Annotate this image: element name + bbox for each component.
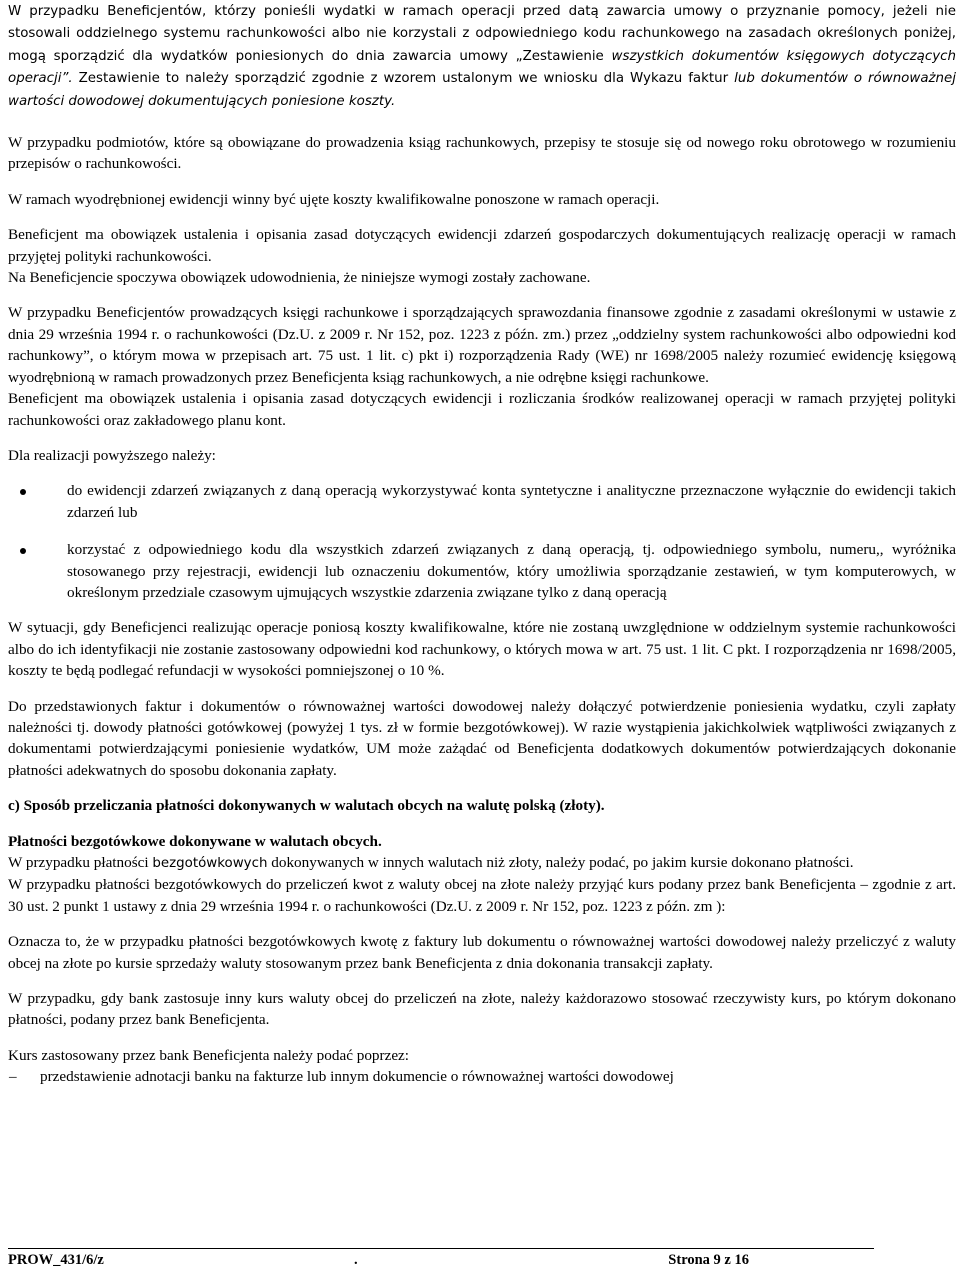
list-item-text: korzystać z odpowiedniego kodu dla wszystkich zdarzeń związanych z daną operacją, tj. odpowiedniego symbolu, numeru,, wyróżnika stosowanego przy rejestracji, ewidencji lub oznaczeniu dokumentów, który umożliwia sporządzanie zestawień, w tym komputerowych, w określonym przedziale czasowym ujmujących wszystkie zdarzenia związane tylko z daną operacją	[67, 541, 956, 601]
paragraph-accounting-books: W przypadku podmiotów, które są obowiązane do prowadzenia ksiąg rachunkowych, przepisy te stosuje się od nowego roku obrotowego w rozumieniu przepisów o rachunkowości.	[8, 134, 956, 173]
document-page	[8, 0, 956, 1088]
intro-text-2: Zestawienie to należy sporządzić zgodnie z wzorem ustalonym we wniosku dla Wykazu faktur	[72, 71, 735, 87]
document-code: PROW_431/6/z	[8, 1252, 104, 1268]
exchange-rate-text-2: dokonywanych w innych walutach niż złoty, należy podać, po jakim kursie dokonano płatności.	[267, 854, 854, 871]
paragraph-conversion: Oznacza to, że w przypadku płatności bezgotówkowych kwotę z faktury lub dokumentu o równoważnej wartości dowodowej należy przeliczyć z waluty obcej na złote po kursie sprzedaży waluty stosowanym przez bank Beneficjenta z dnia dokonania transakcji zapłaty.	[8, 933, 956, 972]
paragraph-exchange-rate	[8, 852, 956, 874]
paragraph-beneficiary-duty: Beneficjent ma obowiązek ustalenia i opisania zasad dotyczących ewidencji zdarzeń gospodarczych dokumentujących realizację operacji w ramach przyjętej polityki rachunkowości.	[8, 226, 956, 265]
paragraph-other-rate: W przypadku, gdy bank zastosuje inny kurs waluty obcej do przeliczeń na złote, należy każdorazowo stosować rzeczywisty kurs, po którym dokonano płatności, podany przez bank Beneficjenta.	[8, 990, 956, 1029]
paragraph-bank-rate: W przypadku płatności bezgotówkowych do przeliczeń kwot z waluty obcej na złote należy przyjąć kurs podany przez bank Beneficjenta – zgodnie z art. 30 ust. 2 punkt 1 ustawy z dnia 29 września 1994 r. o rachunkowości (Dz.U. z 2009 r. Nr 152, poz. 1223 z późn. zm ):	[8, 876, 956, 915]
page-footer	[8, 1250, 874, 1270]
dash-bullet: –	[9, 1068, 17, 1086]
exchange-rate-term: bezgotówkowych	[152, 856, 268, 871]
list-item	[8, 480, 956, 523]
bullet-icon	[20, 489, 26, 495]
paragraph-rate-disclosure: Kurs zastosowany przez bank Beneficjenta należy podać poprzez:	[8, 1046, 410, 1064]
paragraph-requirements-intro: Dla realizacji powyższego należy:	[8, 446, 216, 464]
paragraph-burden-of-proof: Na Beneficjencie spoczywa obowiązek udowodnienia, że niniejsze wymogi zostały zachowane.	[8, 269, 591, 287]
section-heading-currency: c) Sposób przeliczania płatności dokonywanych w walutach obcych na walutę polską (złoty).	[8, 797, 605, 815]
disclosure-list	[8, 1066, 956, 1087]
intro-italic-tail: lub dokumentów o równoważnej wartości dowodowej dokumentujących poniesione koszty.	[8, 71, 956, 109]
page-number: Strona 9 z 16	[668, 1252, 749, 1268]
paragraph-refund-reduction: W sytuacji, gdy Beneficjenci realizując operacje poniosą koszty kwalifikowalne, które nie zostaną uwzględnione w oddzielnym systemie rachunkowości albo do ich identyfikacji nie zostanie zastosowany odpowiedni kod rachunkowy, o których mowa w art. 75 ust. 1 lit. C pkt. I rozporządzenia nr 1698/2005, koszty te będą podlegać refundacji w wysokości pomniejszonej o 10 %.	[8, 619, 956, 680]
list-item-text: przedstawienie adnotacji banku na fakturze lub innym dokumencie o równoważnej wartości dowodowej	[40, 1068, 674, 1086]
paragraph-payment-proof: Do przedstawionych faktur i dokumentów o równoważnej wartości dowodowej należy dołączyć potwierdzenie poniesienia wydatku, czyli zapłaty należności tj. dowody płatności gotówkowej (powyżej 1 tys. zł w formie bezgotówkowej). W razie wystąpienia jakichkolwiek wątpliwości związanych z dokumentami potwierdzającymi poniesienie wydatków, UM może zażądać od Beneficjenta dodatkowych dokumentów potwierdzających dokonanie płatności adekwatnych do sposobu dokonania zapłaty.	[8, 697, 956, 779]
exchange-rate-text: W przypadku płatności	[8, 854, 153, 871]
list-item-text: do ewidencji zdarzeń związanych z daną operacją wykorzystywać konta syntetyczne i analityczne przeznaczone wyłącznie do ewidencji takich zdarzeń lub	[67, 482, 956, 521]
footer-separator: .	[354, 1252, 358, 1268]
paragraph-accounting-system: W przypadku Beneficjentów prowadzących księgi rachunkowe i sporządzających sprawozdania finansowe zgodnie z zasadami określonymi w ustawie z dnia 29 września 1994 r. o rachunkowości (Dz.U. z 2009 r. Nr 152, poz. 1223 z późn. zm.) przez „oddzielny system rachunkowości albo odpowiedni kod rachunkowy”, o którym mowa w przepisach art. 75 ust. 1 lit. c) pkt i) rozporządzenia Rady (WE) nr 1698/2005 należy rozumieć ewidencję księgową wyodrębnioną w ramach prowadzonych przez Beneficjenta ksiąg rachunkowych, a nie odrębne księgi rachunkowe.	[8, 304, 956, 386]
requirements-list	[8, 480, 956, 603]
paragraph-intro	[8, 0, 956, 112]
subheading-noncash-payments: Płatności bezgotówkowe dokonywane w walutach obcych.	[8, 832, 382, 850]
paragraph-separate-records: W ramach wyodrębnionej ewidencji winny być ujęte koszty kwalifikowalne ponoszone w ramach operacji.	[8, 190, 660, 208]
list-item	[8, 1066, 956, 1087]
intro-text: W przypadku Beneficjentów, którzy ponieśli wydatki w ramach operacji przed datą zawarcia umowy o przyznanie pomocy, jeżeli nie stosowali oddzielnego systemu rachunkowości albo nie korzystali z odpowiedniego kodu rachunkowego na zasadach określonych poniżej, mogą sporządzić dla wydatków poniesionych do dnia zawarcia umowy „Zestawienie	[8, 4, 956, 64]
list-item	[8, 539, 956, 603]
intro-italic-title: wszystkich dokumentów księgowych dotyczących operacji”.	[8, 48, 956, 87]
bullet-icon	[20, 548, 26, 554]
paragraph-chart-of-accounts: Beneficjent ma obowiązek ustalenia i opisania zasad dotyczących ewidencji i rozliczania środków realizowanej operacji w ramach przyjętej polityki rachunkowości oraz zakładowego planu kont.	[8, 390, 956, 429]
footer-divider	[8, 1248, 874, 1249]
